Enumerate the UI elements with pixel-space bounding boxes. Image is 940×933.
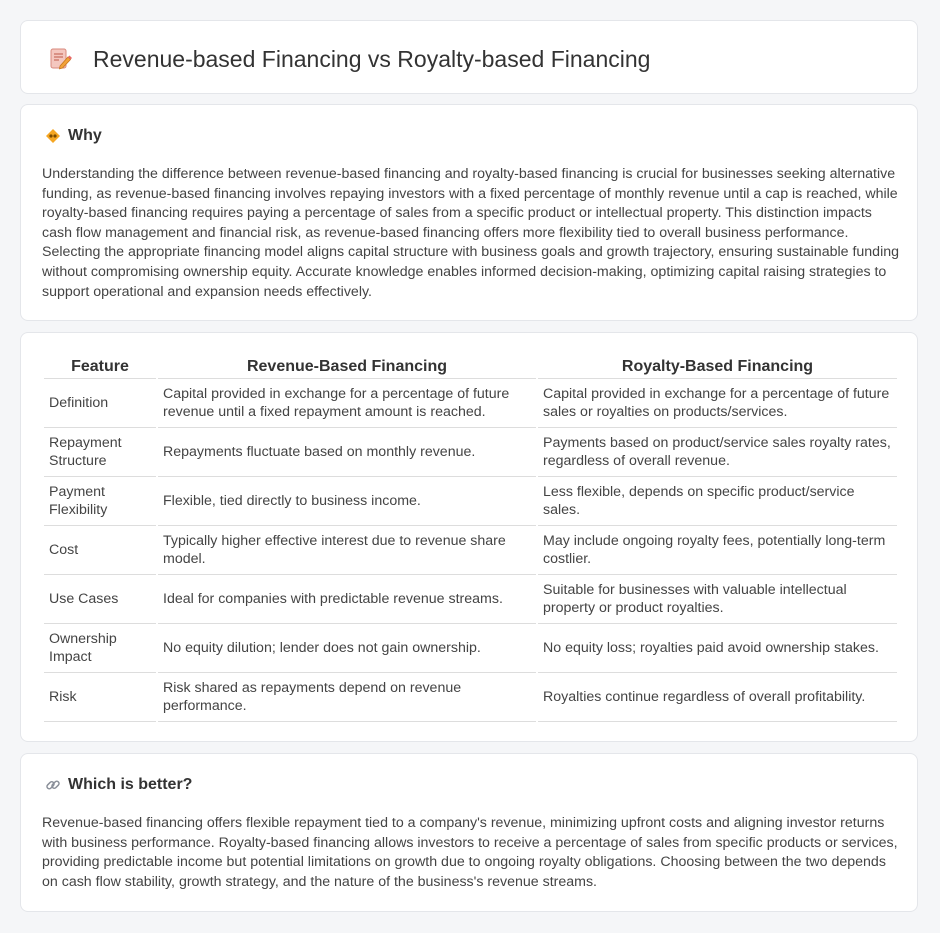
page-title: Revenue-based Financing vs Royalty-based Financing xyxy=(93,46,651,72)
title-card xyxy=(20,20,918,94)
table-row xyxy=(44,673,897,722)
royalty-cell: No equity loss; royalties paid avoid ownership stakes. xyxy=(538,624,897,673)
header-royalty-based: Royalty-Based Financing xyxy=(538,353,897,379)
table-row xyxy=(44,428,897,477)
table-row xyxy=(44,624,897,673)
comparison-table xyxy=(42,353,899,722)
feature-cell: Definition xyxy=(44,379,156,428)
revenue-cell: Capital provided in exchange for a percentage of future revenue until a fixed repayment amount is reached. xyxy=(158,379,536,428)
royalty-cell: Less flexible, depends on specific product/service sales. xyxy=(538,477,897,526)
table-row xyxy=(44,526,897,575)
royalty-cell: May include ongoing royalty fees, potentially long-term costlier. xyxy=(538,526,897,575)
revenue-cell: No equity dilution; lender does not gain ownership. xyxy=(158,624,536,673)
why-paragraph: Understanding the difference between revenue-based financing and royalty-based financing is crucial for businesses seeking alternative funding, as revenue-based financing involves repaying investors with a fixed percentage of monthly revenue until a cap is reached, while royalty-based financing requires paying a percentage of sales from a specific product or intellectual property. This distinction impacts cash flow management and financial risk, as revenue-based financing offers more flexibility tied to overall business performance. Selecting the appropriate financing model aligns capital structure with business goals and growth trajectory, ensuring sustainable funding without compromising ownership equity. Accurate knowledge enables informed decision-making, optimizing capital raising strategies to support operational and expansion needs effectively. xyxy=(42,166,900,300)
revenue-cell: Flexible, tied directly to business income. xyxy=(158,477,536,526)
table-row xyxy=(44,379,897,428)
revenue-cell: Risk shared as repayments depend on revenue performance. xyxy=(158,673,536,722)
why-heading: Why xyxy=(68,127,102,144)
royalty-cell: Suitable for businesses with valuable intellectual property or product royalties. xyxy=(538,575,897,624)
feature-cell: Payment Flexibility xyxy=(44,477,156,526)
pencil-document-icon xyxy=(47,46,73,72)
table-header-row xyxy=(44,353,897,379)
revenue-cell: Ideal for companies with predictable revenue streams. xyxy=(158,575,536,624)
why-section xyxy=(20,104,918,321)
royalty-cell: Payments based on product/service sales royalty rates, regardless of overall revenue. xyxy=(538,428,897,477)
royalty-cell: Capital provided in exchange for a percentage of future sales or royalties on products/services. xyxy=(538,379,897,428)
link-icon xyxy=(45,777,61,793)
feature-cell: Risk xyxy=(44,673,156,722)
comparison-table-card xyxy=(20,332,918,742)
table-row xyxy=(44,575,897,624)
diamond-bulb-icon xyxy=(45,128,61,144)
better-heading: Which is better? xyxy=(68,776,193,793)
revenue-cell: Typically higher effective interest due to revenue share model. xyxy=(158,526,536,575)
header-feature: Feature xyxy=(44,353,156,379)
header-revenue-based: Revenue-Based Financing xyxy=(158,353,536,379)
table-row xyxy=(44,477,897,526)
royalty-cell: Royalties continue regardless of overall profitability. xyxy=(538,673,897,722)
feature-cell: Cost xyxy=(44,526,156,575)
feature-cell: Repayment Structure xyxy=(44,428,156,477)
which-is-better-section xyxy=(20,753,918,912)
feature-cell: Ownership Impact xyxy=(44,624,156,673)
feature-cell: Use Cases xyxy=(44,575,156,624)
revenue-cell: Repayments fluctuate based on monthly revenue. xyxy=(158,428,536,477)
better-paragraph: Revenue-based financing offers flexible repayment tied to a company's revenue, minimizing upfront costs and aligning investor returns with business performance. Royalty-based financing allows investors to receive a percentage of sales from specific products or services, providing predictable income but potential limitations on growth due to ongoing royalty obligations. Choosing between the two depends on cash flow stability, growth strategy, and the nature of the business's revenue streams. xyxy=(42,815,898,890)
